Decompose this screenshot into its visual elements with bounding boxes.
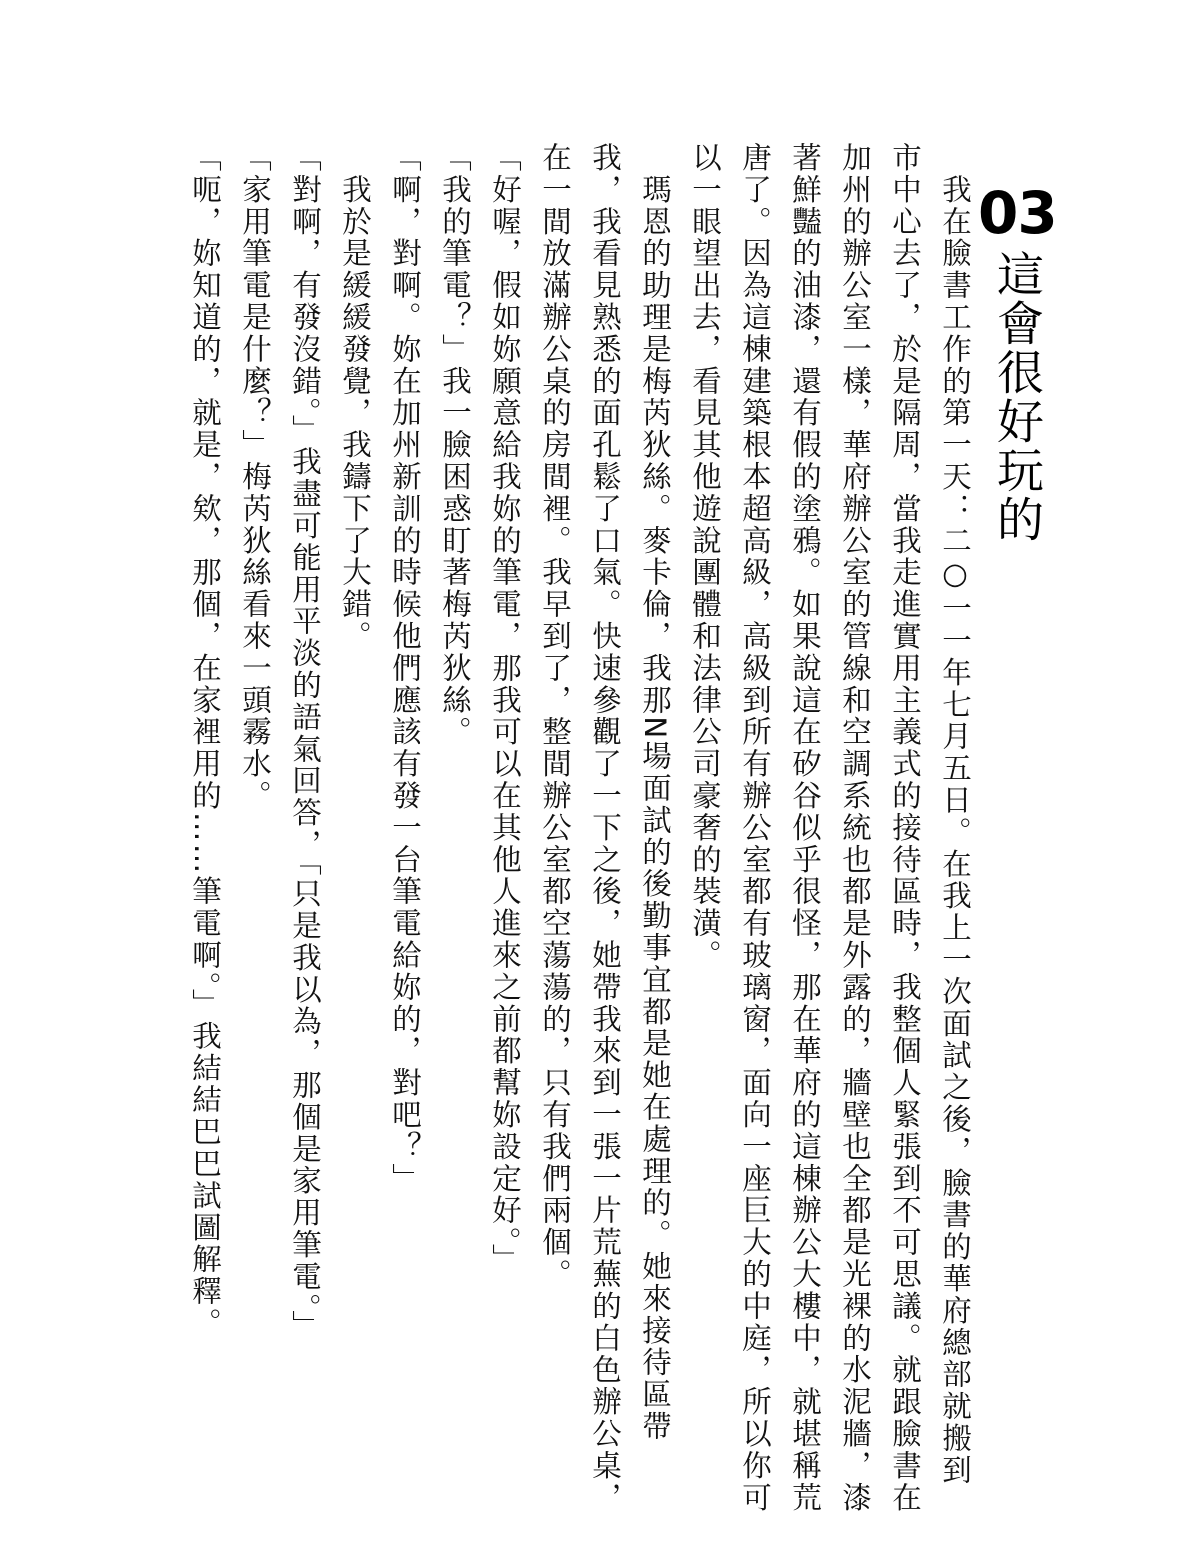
text-column: 我，我看見熟悉的面孔鬆了口氣。快速參觀了一下之後，她帶我來到一張一片荒蕪的白色辦公桌， bbox=[588, 142, 622, 1514]
chapter-title: 這會很好玩的 bbox=[989, 250, 1044, 544]
text-column: 市中心去了，於是隔周，當我走進實用主義式的接待區時，我整個人緊張到不可思議。就跟臉書在 bbox=[888, 142, 922, 1514]
text-column: 「我的筆電？」我一臉困惑盯著梅芮狄絲。 bbox=[438, 142, 472, 749]
text-column: 在一間放滿辦公桌的房間裡。我早到了，整間辦公室都空蕩蕩的，只有我們兩個。 bbox=[538, 142, 572, 1291]
text-column: 我在臉書工作的第一天：二○一一年七月五日。在我上一次面試之後，臉書的華府總部就搬到 bbox=[938, 142, 972, 1487]
text-column: 加州的辦公室一樣，華府辦公室的管線和空調系統也都是外露的，牆壁也全都是光裸的水泥牆，漆 bbox=[838, 142, 872, 1514]
text-column: 「對啊，有發沒錯。」我盡可能用平淡的語氣回答，「只是我以為，那個是家用筆電。」 bbox=[288, 142, 322, 1342]
text-column: 以一眼望出去，看見其他遊說團體和法律公司豪奢的裝潢。 bbox=[688, 142, 722, 972]
chapter-number: 03 bbox=[978, 179, 1057, 247]
text-column: 瑪恩的助理是梅芮狄絲。麥卡倫，我那N場面試的後勤事宜都是她在處理的。她來接待區帶 bbox=[638, 142, 672, 1443]
text-column: 著鮮豔的油漆，還有假的塗鴉。如果說這在矽谷似乎很怪，那在華府的這棟辦公大樓中，就堪稱荒 bbox=[788, 142, 822, 1514]
text-column: 「呃，妳知道的，就是，欸，那個，在家裡用的……筆電啊。」我結結巴巴試圖解釋。 bbox=[188, 142, 222, 1340]
text-column: 「家用筆電是什麼？」梅芮狄絲看來一頭霧水。 bbox=[238, 142, 272, 812]
text-column: 「好喔，假如妳願意給我妳的筆電，那我可以在其他人進來之前都幫妳設定好。」 bbox=[488, 142, 522, 1276]
text-column: 「啊，對啊。妳在加州新訓的時候他們應該有發一台筆電給妳的，對吧？」 bbox=[388, 142, 422, 1195]
text-column: 唐了。因為這棟建築根本超高級，高級到所有辦公室都有玻璃窗，面向一座巨大的中庭，所以你可 bbox=[738, 142, 772, 1514]
text-column: 我於是緩緩發覺，我鑄下了大錯。 bbox=[338, 142, 372, 653]
